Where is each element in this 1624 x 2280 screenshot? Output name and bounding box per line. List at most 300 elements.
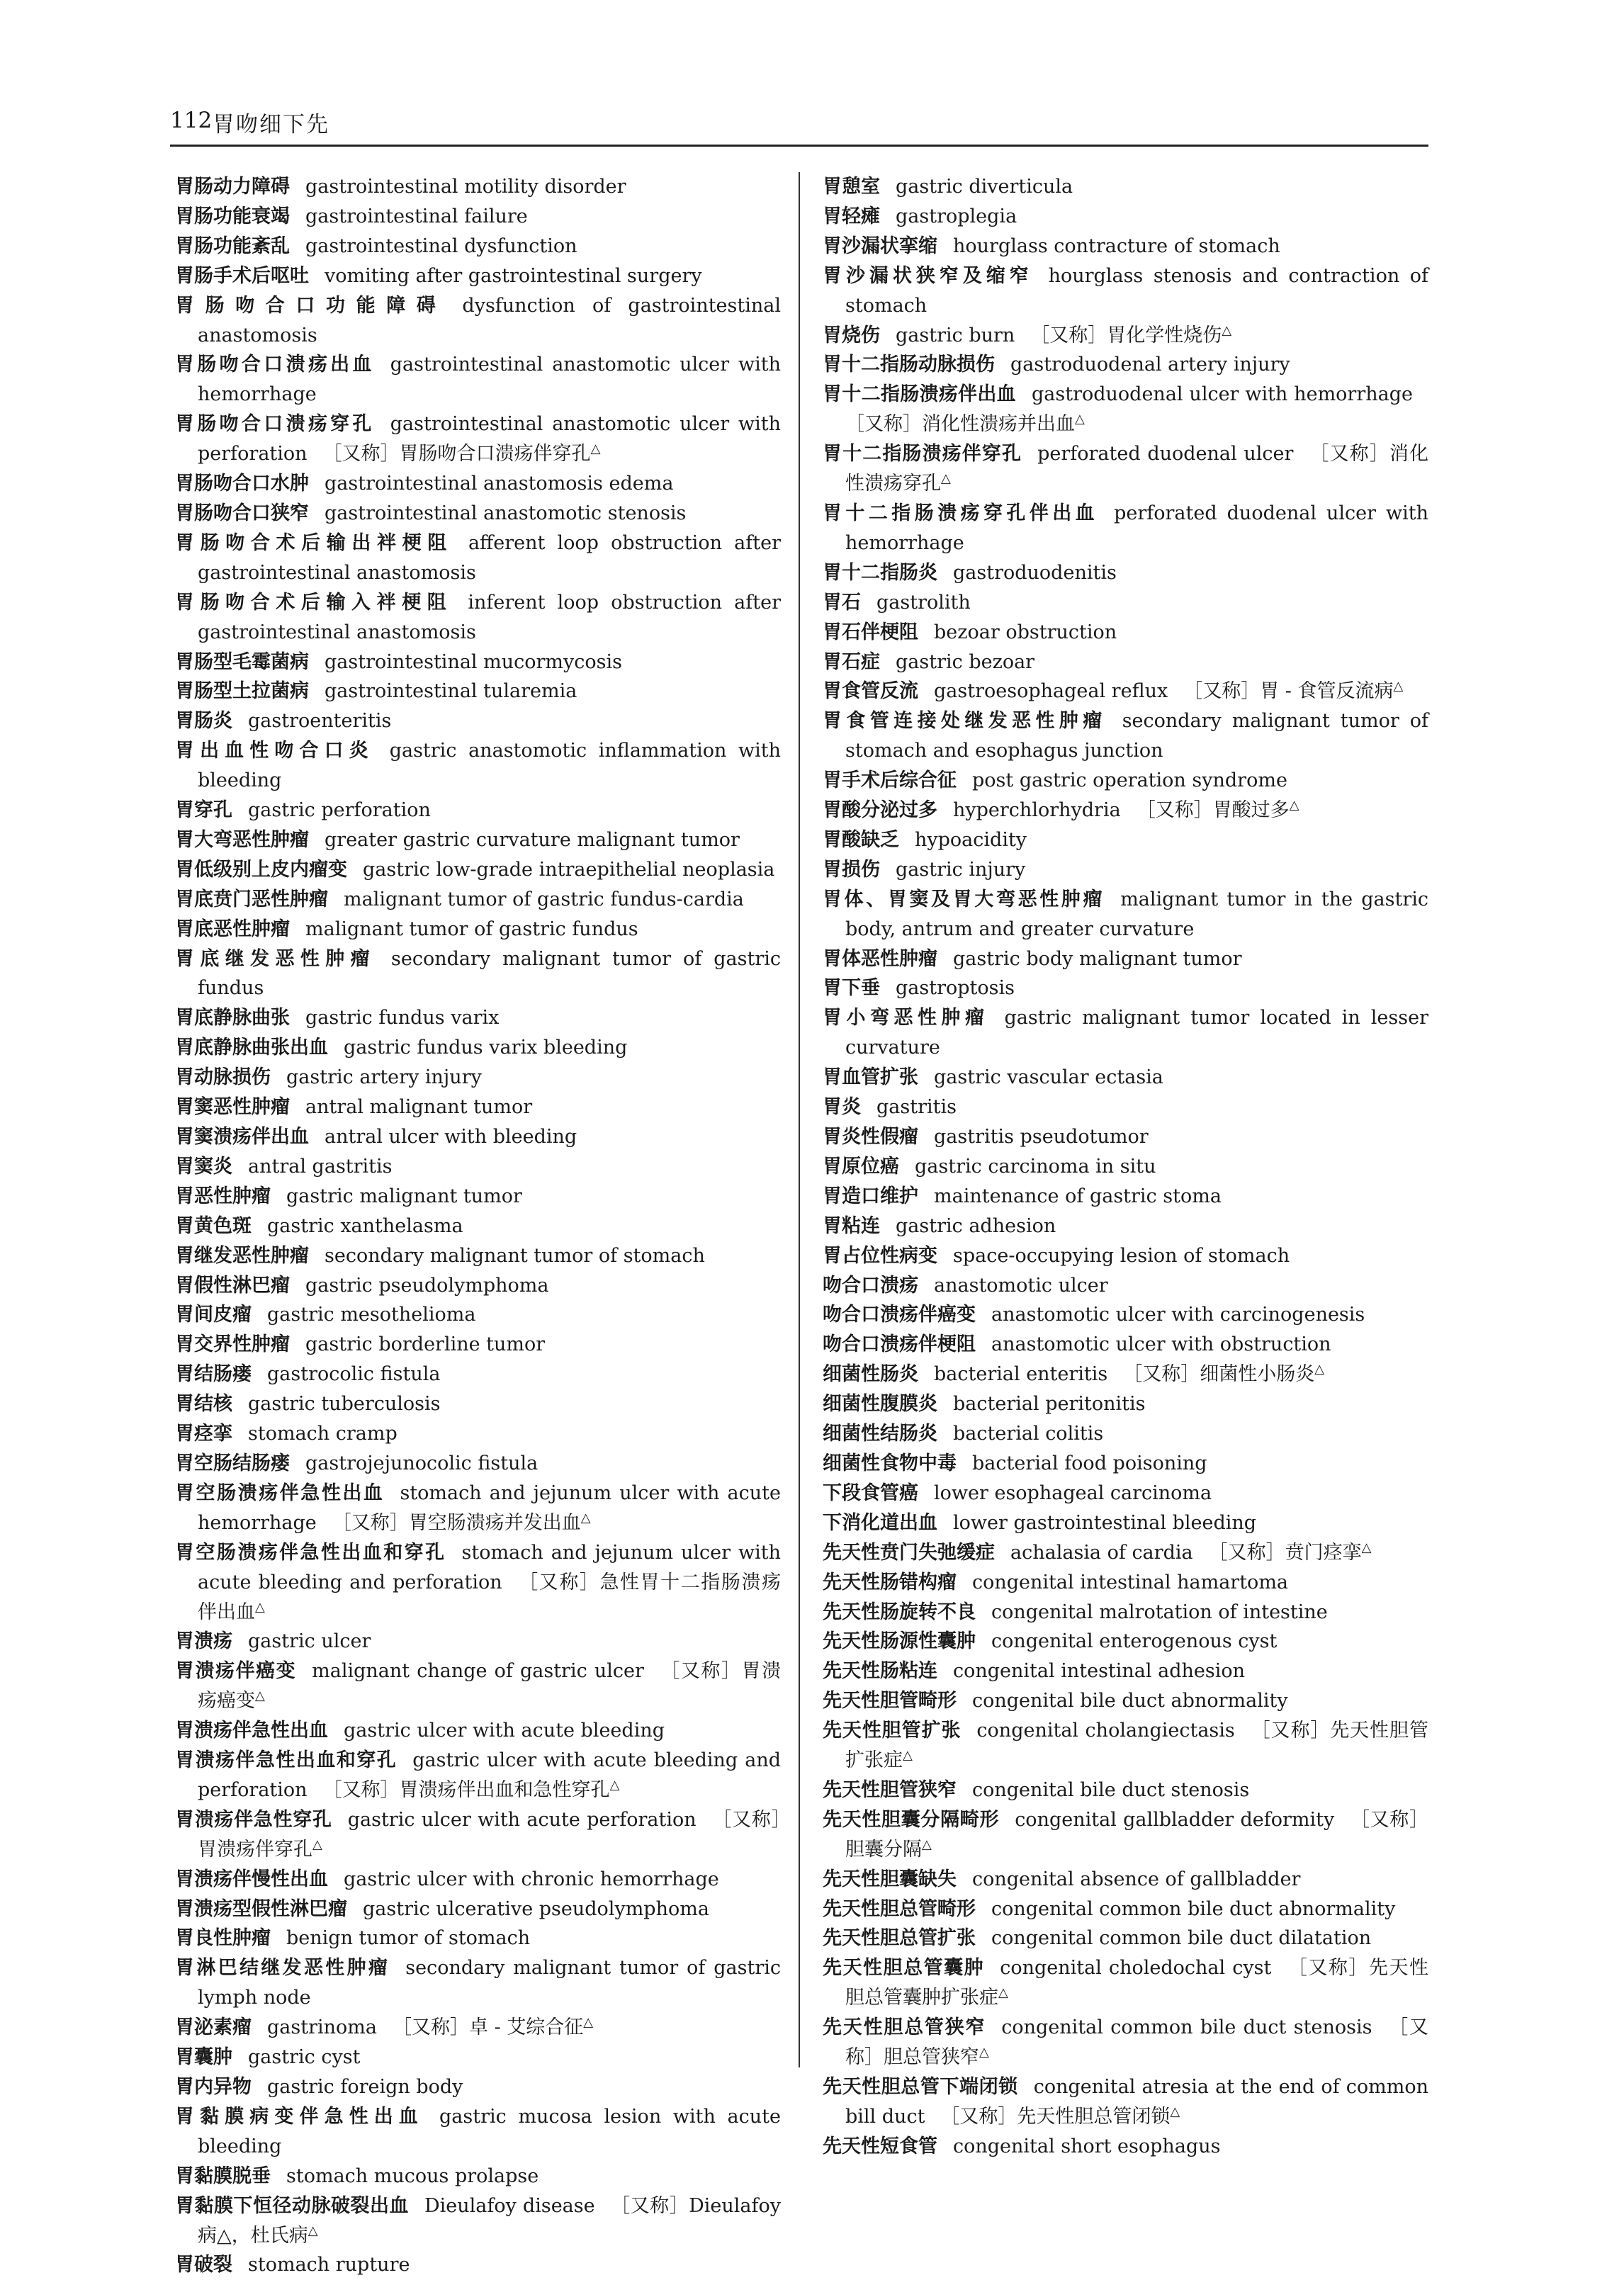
term-english: anastomotic ulcer with carcinogenesis bbox=[991, 1304, 1365, 1326]
term-english: anastomotic ulcer bbox=[934, 1274, 1108, 1297]
term-english: gastric diverticula bbox=[896, 176, 1073, 198]
term-chinese: 胃憩室 bbox=[823, 176, 880, 198]
term-english: gastric mucosa lesion with acute bleeding bbox=[198, 2105, 781, 2157]
term-english: benign tumor of stomach bbox=[286, 1927, 531, 1950]
glossary-entry bbox=[175, 1152, 781, 1182]
term-english: space-occupying lesion of stomach bbox=[953, 1244, 1290, 1267]
glossary-entry bbox=[175, 261, 781, 291]
term-english: malignant tumor in the gastric body, antrum and greater curvature bbox=[845, 888, 1429, 940]
term-english: malignant tumor of gastric fundus-cardia bbox=[344, 888, 744, 910]
term-english: gastric ulcerative pseudolymphoma bbox=[363, 1897, 709, 1920]
term-english: congenital choledochal cyst bbox=[1000, 1957, 1272, 1980]
glossary-entry bbox=[823, 232, 1428, 261]
term-alias: ［又称］细菌性小肠炎 bbox=[1123, 1363, 1315, 1386]
triangle-icon: △ bbox=[979, 2045, 989, 2060]
term-english: bacterial enteritis bbox=[934, 1363, 1108, 1386]
term-english: gastric ulcer with acute bleeding bbox=[344, 1720, 665, 1742]
glossary-entry bbox=[175, 736, 781, 796]
term-chinese: 先天性胆总管下端闭锁 bbox=[823, 2076, 1018, 2098]
term-english: gastroesophageal reflux bbox=[934, 680, 1168, 703]
term-english: greater gastric curvature malignant tumor bbox=[325, 828, 740, 851]
term-english: antral ulcer with bleeding bbox=[325, 1126, 577, 1148]
glossary-entry bbox=[175, 469, 781, 499]
term-chinese: 先天性胆管扩张 bbox=[823, 1720, 962, 1742]
triangle-icon: △ bbox=[1314, 1362, 1325, 1377]
term-english: vomiting after gastrointestinal surgery bbox=[325, 264, 702, 287]
right-column bbox=[823, 172, 1428, 2162]
term-english: gastric fundus varix bleeding bbox=[344, 1037, 628, 1059]
triangle-icon: △ bbox=[255, 1599, 265, 1615]
glossary-entry bbox=[175, 1093, 781, 1122]
term-english: inferent loop obstruction after gastrointestinal anastomosis bbox=[198, 591, 782, 643]
term-english: gastric artery injury bbox=[286, 1066, 482, 1089]
term-english: antral malignant tumor bbox=[305, 1096, 533, 1119]
term-english: congenital cholangiectasis bbox=[976, 1720, 1235, 1742]
glossary-entry bbox=[823, 706, 1428, 766]
term-english: congenital absence of gallbladder bbox=[972, 1868, 1301, 1890]
term-english: gastrointestinal mucormycosis bbox=[325, 650, 623, 673]
glossary-entry bbox=[175, 1360, 781, 1389]
term-chinese: 胃炎 bbox=[823, 1096, 861, 1119]
term-alias: ［又称］消化性溃疡穿孔 bbox=[845, 443, 1429, 495]
term-chinese: 胃底继发恶性肿瘤 bbox=[175, 947, 376, 970]
term-english: gastric adhesion bbox=[896, 1214, 1056, 1237]
term-chinese: 胃肠吻合术后输入袢梗阻 bbox=[175, 591, 453, 614]
glossary-entry bbox=[823, 1776, 1428, 1805]
glossary-entry bbox=[823, 618, 1428, 648]
term-english: gastroptosis bbox=[896, 977, 1015, 1000]
term-english: gastrointestinal failure bbox=[305, 205, 528, 227]
glossary-entry bbox=[823, 439, 1428, 499]
term-english: lower esophageal carcinoma bbox=[934, 1482, 1212, 1504]
glossary-entry bbox=[823, 1538, 1428, 1568]
term-chinese: 胃体恶性肿瘤 bbox=[823, 947, 937, 970]
term-english: gastroduodenitis bbox=[953, 561, 1117, 584]
term-english: gastric ulcer with acute bleeding and perforation bbox=[198, 1749, 782, 1801]
glossary-entry bbox=[823, 944, 1428, 974]
term-english: gastritis pseudotumor bbox=[934, 1126, 1149, 1148]
glossary-entry bbox=[823, 1508, 1428, 1538]
term-english: gastric foreign body bbox=[267, 2076, 463, 2098]
term-alias: ［又称］胃溃疡伴穿孔 bbox=[198, 1808, 781, 1861]
glossary-entry bbox=[823, 973, 1428, 1003]
term-chinese: 先天性胆囊缺失 bbox=[823, 1868, 957, 1890]
term-alias: ［又称］胃化学性烧伤 bbox=[1030, 324, 1222, 346]
term-english: gastrointestinal anastomosis edema bbox=[325, 473, 674, 495]
term-english: perforated duodenal ulcer bbox=[1037, 443, 1294, 465]
term-english: malignant tumor of gastric fundus bbox=[305, 918, 638, 940]
glossary-entry bbox=[823, 1716, 1428, 1776]
term-chinese: 胃肠功能衰竭 bbox=[175, 205, 290, 227]
glossary-entry bbox=[823, 1300, 1428, 1330]
glossary-entry bbox=[175, 410, 781, 469]
glossary-entry bbox=[175, 499, 781, 529]
term-chinese: 吻合口溃疡 bbox=[823, 1274, 918, 1297]
term-chinese: 胃黏膜脱垂 bbox=[175, 2165, 271, 2187]
term-alias: ［又称］消化性溃疡并出血 bbox=[845, 413, 1075, 436]
page-number: 112 bbox=[170, 108, 213, 133]
term-english: gastric xanthelasma bbox=[267, 1214, 463, 1237]
term-chinese: 胃肠手术后呕吐 bbox=[175, 264, 309, 287]
triangle-icon: △ bbox=[1222, 322, 1232, 338]
term-chinese: 下消化道出血 bbox=[823, 1511, 937, 1534]
triangle-icon: △ bbox=[903, 1748, 913, 1763]
term-english: gastritis bbox=[876, 1096, 957, 1119]
term-chinese: 细菌性食物中毒 bbox=[823, 1452, 957, 1474]
glossary-entry bbox=[823, 1805, 1428, 1865]
term-english: hypoacidity bbox=[915, 828, 1027, 851]
term-chinese: 胃溃疡型假性淋巴瘤 bbox=[175, 1897, 347, 1920]
glossary-entry bbox=[175, 1182, 781, 1212]
term-english: gastrolith bbox=[876, 591, 971, 614]
term-english: gastrointestinal dysfunction bbox=[305, 235, 577, 257]
glossary-entry bbox=[823, 677, 1428, 706]
glossary-entry bbox=[823, 1895, 1428, 1924]
glossary-entry bbox=[175, 944, 781, 1004]
term-english: gastric perforation bbox=[248, 799, 431, 822]
glossary-entry bbox=[175, 706, 781, 736]
term-english: achalasia of cardia bbox=[1010, 1541, 1193, 1564]
term-chinese: 细菌性腹膜炎 bbox=[823, 1393, 937, 1416]
term-chinese: 先天性短食管 bbox=[823, 2135, 937, 2157]
glossary-entry bbox=[175, 2013, 781, 2043]
term-chinese: 胃破裂 bbox=[175, 2254, 232, 2276]
triangle-icon: △ bbox=[1393, 679, 1404, 694]
glossary-entry bbox=[175, 648, 781, 677]
glossary-entry bbox=[175, 202, 781, 232]
term-chinese: 下段食管癌 bbox=[823, 1482, 918, 1504]
term-chinese: 胃底贲门恶性肿瘤 bbox=[175, 888, 328, 910]
glossary-entry bbox=[823, 1003, 1428, 1063]
term-english: congenital gallbladder deformity bbox=[1015, 1808, 1335, 1831]
triangle-icon: △ bbox=[580, 1510, 591, 1525]
term-english: congenital bile duct stenosis bbox=[972, 1778, 1250, 1801]
glossary-entry bbox=[823, 766, 1428, 796]
term-english: gastric malignant tumor located in lesser curvature bbox=[845, 1007, 1428, 1059]
glossary-entry bbox=[175, 1271, 781, 1301]
glossary-entry bbox=[175, 1419, 781, 1449]
term-chinese: 胃手术后综合征 bbox=[823, 769, 957, 792]
term-english: gastroduodenal artery injury bbox=[1010, 354, 1290, 376]
triangle-icon: △ bbox=[1075, 412, 1085, 427]
term-english: congenital atresia at the end of common bill duct bbox=[845, 2076, 1429, 2128]
term-chinese: 胃石伴梗阻 bbox=[823, 621, 918, 643]
glossary-entry bbox=[823, 1924, 1428, 1953]
glossary-entry bbox=[175, 2043, 781, 2072]
glossary-entry bbox=[175, 915, 781, 944]
term-english: gastric malignant tumor bbox=[286, 1185, 522, 1207]
glossary-entry bbox=[175, 2162, 781, 2191]
term-chinese: 胃黄色斑 bbox=[175, 1214, 252, 1237]
term-english: gastric carcinoma in situ bbox=[915, 1155, 1156, 1178]
glossary-entry bbox=[823, 1182, 1428, 1212]
glossary-entry bbox=[175, 2072, 781, 2102]
term-english: gastric ulcer with chronic hemorrhage bbox=[344, 1868, 719, 1890]
term-english: maintenance of gastric stoma bbox=[934, 1185, 1222, 1207]
term-chinese: 胃底静脉曲张出血 bbox=[175, 1037, 328, 1059]
term-alias: ［又称］卓 - 艾综合征 bbox=[392, 2016, 584, 2039]
term-chinese: 胃黏膜病变伴急性出血 bbox=[175, 2105, 424, 2128]
term-english: gastric body malignant tumor bbox=[953, 947, 1242, 970]
term-chinese: 胃十二指肠动脉损伤 bbox=[823, 354, 995, 376]
term-chinese: 胃造口维护 bbox=[823, 1185, 918, 1207]
triangle-icon: △ bbox=[308, 2223, 318, 2238]
term-english: bezoar obstruction bbox=[934, 621, 1117, 643]
term-chinese: 胃食管连接处继发恶性肿瘤 bbox=[823, 710, 1107, 733]
term-english: gastrinoma bbox=[267, 2016, 377, 2039]
glossary-entry bbox=[823, 1241, 1428, 1271]
triangle-icon: △ bbox=[609, 1777, 620, 1793]
term-chinese: 胃溃疡伴急性穿孔 bbox=[175, 1808, 332, 1831]
glossary-entry bbox=[823, 499, 1428, 558]
glossary-entry bbox=[823, 380, 1428, 439]
term-english: gastrointestinal anastomotic ulcer with hemorrhage bbox=[198, 354, 782, 406]
term-chinese: 胃肠吻合术后输出袢梗阻 bbox=[175, 531, 453, 554]
term-chinese: 胃轻瘫 bbox=[823, 205, 880, 227]
glossary-entry bbox=[175, 1805, 781, 1865]
term-chinese: 胃十二指肠溃疡伴出血 bbox=[823, 383, 1016, 406]
term-chinese: 胃痉挛 bbox=[175, 1423, 232, 1445]
left-column bbox=[175, 172, 781, 2280]
term-chinese: 先天性胆囊分隔畸形 bbox=[823, 1808, 1000, 1831]
term-english: hourglass stenosis and contraction of stomach bbox=[845, 264, 1428, 317]
glossary-entry bbox=[175, 1627, 781, 1657]
term-chinese: 吻合口溃疡伴癌变 bbox=[823, 1304, 976, 1326]
term-english: gastric low-grade intraepithelial neoplasia bbox=[363, 858, 775, 881]
term-english: gastric injury bbox=[896, 858, 1026, 881]
glossary-entry bbox=[823, 1093, 1428, 1122]
glossary-entry bbox=[175, 529, 781, 588]
term-english: congenital intestinal hamartoma bbox=[972, 1571, 1289, 1593]
term-english: gastrointestinal tularemia bbox=[325, 680, 577, 703]
column-divider bbox=[799, 172, 800, 2067]
term-chinese: 胃原位癌 bbox=[823, 1155, 899, 1178]
term-chinese: 细菌性结肠炎 bbox=[823, 1423, 937, 1445]
term-chinese: 胃溃疡伴癌变 bbox=[175, 1660, 297, 1683]
triangle-icon: △ bbox=[255, 1688, 265, 1704]
glossary-entry bbox=[175, 232, 781, 261]
term-english: congenital intestinal adhesion bbox=[953, 1660, 1246, 1683]
term-chinese: 吻合口溃疡伴梗阻 bbox=[823, 1333, 976, 1356]
term-alias: ［又称］Dieulafoy 病△，杜氏病 bbox=[198, 2194, 781, 2247]
term-chinese: 胃继发恶性肿瘤 bbox=[175, 1244, 309, 1267]
glossary-entry bbox=[823, 825, 1428, 855]
term-chinese: 胃恶性肿瘤 bbox=[175, 1185, 271, 1207]
triangle-icon: △ bbox=[1361, 1540, 1372, 1555]
term-english: gastroenteritis bbox=[248, 710, 392, 733]
term-english: gastric tuberculosis bbox=[248, 1393, 441, 1416]
term-english: malignant change of gastric ulcer bbox=[312, 1660, 644, 1683]
term-chinese: 先天性肠旋转不良 bbox=[823, 1601, 976, 1623]
glossary-entry bbox=[175, 1657, 781, 1716]
term-chinese: 胃肠炎 bbox=[175, 710, 232, 733]
term-alias: ［又称］胃 - 食管反流病 bbox=[1183, 680, 1394, 703]
term-english: bacterial food poisoning bbox=[972, 1452, 1207, 1474]
term-chinese: 胃出血性吻合口炎 bbox=[175, 740, 374, 762]
glossary-entry bbox=[823, 1063, 1428, 1093]
term-english: gastric ulcer with acute perforation bbox=[347, 1808, 697, 1831]
glossary-entry bbox=[823, 1627, 1428, 1657]
term-chinese: 胃十二指肠溃疡伴穿孔 bbox=[823, 443, 1022, 465]
term-chinese: 胃烧伤 bbox=[823, 324, 880, 346]
term-english: gastric cyst bbox=[248, 2046, 361, 2069]
term-chinese: 胃淋巴结继发恶性肿瘤 bbox=[175, 1957, 390, 1980]
term-english: lower gastrointestinal bleeding bbox=[953, 1511, 1257, 1534]
term-chinese: 胃内异物 bbox=[175, 2076, 252, 2098]
term-chinese: 胃肠型毛霉菌病 bbox=[175, 650, 309, 673]
glossary-entry bbox=[823, 321, 1428, 351]
term-chinese: 胃黏膜下恒径动脉破裂出血 bbox=[175, 2194, 409, 2217]
term-chinese: 胃肠动力障碍 bbox=[175, 176, 290, 198]
glossary-entry bbox=[823, 1419, 1428, 1449]
term-chinese: 先天性胆管畸形 bbox=[823, 1690, 957, 1712]
term-chinese: 胃食管反流 bbox=[823, 680, 918, 703]
term-english: gastric burn bbox=[896, 324, 1015, 346]
glossary-entry bbox=[175, 1389, 781, 1419]
glossary-entry bbox=[175, 1865, 781, 1895]
term-chinese: 胃窦炎 bbox=[175, 1155, 232, 1178]
glossary-entry bbox=[823, 1449, 1428, 1479]
term-chinese: 胃石症 bbox=[823, 650, 880, 673]
term-chinese: 先天性胆管狭窄 bbox=[823, 1778, 957, 1801]
glossary-entry bbox=[823, 1953, 1428, 2013]
term-chinese: 胃窦溃疡伴出血 bbox=[175, 1126, 309, 1148]
term-chinese: 胃沙漏状狭窄及缩窄 bbox=[823, 264, 1033, 287]
term-alias: ［又称］急性胃十二指肠溃疡伴出血 bbox=[198, 1571, 781, 1623]
term-english: congenital common bile duct dilatation bbox=[991, 1927, 1372, 1950]
page-header bbox=[170, 103, 1428, 147]
glossary-entry bbox=[823, 885, 1428, 944]
term-english: congenital malrotation of intestine bbox=[991, 1601, 1328, 1623]
glossary-entry bbox=[175, 1716, 781, 1746]
glossary-entry bbox=[823, 558, 1428, 588]
term-alias: ［又称］先天性胆总管闭锁 bbox=[940, 2105, 1171, 2128]
glossary-entry bbox=[823, 261, 1428, 321]
glossary-entry bbox=[175, 855, 781, 885]
term-english: gastric mesothelioma bbox=[267, 1304, 476, 1326]
term-chinese: 胃溃疡伴急性出血和穿孔 bbox=[175, 1749, 397, 1772]
glossary-entry bbox=[823, 588, 1428, 618]
term-english: antral gastritis bbox=[248, 1155, 393, 1178]
glossary-entry bbox=[823, 1865, 1428, 1895]
glossary-entry bbox=[823, 1598, 1428, 1627]
triangle-icon: △ bbox=[998, 1985, 1008, 2001]
term-chinese: 先天性胆总管畸形 bbox=[823, 1897, 976, 1920]
term-chinese: 胃损伤 bbox=[823, 858, 880, 881]
term-english: bacterial peritonitis bbox=[953, 1393, 1146, 1416]
glossary-entry bbox=[175, 1924, 781, 1953]
term-chinese: 先天性肠源性囊肿 bbox=[823, 1630, 976, 1653]
glossary-entry bbox=[175, 1033, 781, 1063]
glossary-entry bbox=[175, 1300, 781, 1330]
term-alias: ［又称］贲门痉挛 bbox=[1208, 1541, 1362, 1564]
glossary-entry bbox=[175, 1449, 781, 1479]
term-alias: ［又称］胃溃疡癌变 bbox=[198, 1660, 782, 1712]
term-english: dysfunction of gastrointestinal anastomosis bbox=[198, 294, 781, 346]
term-english: gastrocolic fistula bbox=[267, 1363, 441, 1386]
glossary-entry bbox=[823, 350, 1428, 380]
term-chinese: 胃交界性肿瘤 bbox=[175, 1333, 290, 1356]
term-chinese: 胃肠型土拉菌病 bbox=[175, 680, 309, 703]
glossary-entry bbox=[823, 1271, 1428, 1301]
term-english: gastroduodenal ulcer with hemorrhage bbox=[1031, 383, 1413, 406]
term-chinese: 胃酸缺乏 bbox=[823, 828, 899, 851]
term-alias: ［又称］胃空肠溃疡并发出血 bbox=[332, 1511, 581, 1534]
glossary-entry bbox=[823, 1389, 1428, 1419]
term-english: hourglass contracture of stomach bbox=[953, 235, 1280, 257]
glossary-entry bbox=[823, 1360, 1428, 1389]
term-english: gastrointestinal anastomotic ulcer with perforation bbox=[198, 413, 782, 465]
term-chinese: 胃假性淋巴瘤 bbox=[175, 1274, 290, 1297]
glossary-entry bbox=[175, 588, 781, 648]
term-english: congenital bile duct abnormality bbox=[972, 1690, 1288, 1712]
term-chinese: 细菌性肠炎 bbox=[823, 1363, 918, 1386]
term-english: post gastric operation syndrome bbox=[972, 769, 1287, 792]
term-chinese: 先天性胆总管狭窄 bbox=[823, 2016, 986, 2039]
glossary-entry bbox=[823, 2132, 1428, 2162]
glossary-entry bbox=[175, 1122, 781, 1152]
triangle-icon: △ bbox=[590, 441, 601, 457]
term-english: secondary malignant tumor of stomach bbox=[325, 1244, 705, 1267]
term-english: gastrointestinal anastomotic stenosis bbox=[325, 502, 687, 524]
term-english: gastrointestinal motility disorder bbox=[305, 176, 626, 198]
glossary-entry bbox=[823, 1330, 1428, 1360]
term-english: gastric bezoar bbox=[896, 650, 1035, 673]
term-chinese: 胃泌素瘤 bbox=[175, 2016, 252, 2039]
glossary-entry bbox=[175, 1953, 781, 2013]
glossary-entry bbox=[175, 1746, 781, 1805]
term-chinese: 胃肠吻合口水肿 bbox=[175, 473, 309, 495]
term-chinese: 胃间皮瘤 bbox=[175, 1304, 252, 1326]
glossary-entry bbox=[175, 825, 781, 855]
term-english: bacterial colitis bbox=[953, 1423, 1104, 1445]
term-english: gastric ulcer bbox=[248, 1630, 371, 1653]
term-english: anastomotic ulcer with obstruction bbox=[991, 1333, 1331, 1356]
term-chinese: 胃空肠溃疡伴急性出血 bbox=[175, 1482, 385, 1504]
term-chinese: 胃粘连 bbox=[823, 1214, 880, 1237]
term-alias: ［又称］先天性胆管扩张症 bbox=[845, 1720, 1429, 1772]
term-alias: ［又称］胃溃疡伴出血和急性穿孔 bbox=[322, 1778, 610, 1801]
glossary-entry bbox=[823, 202, 1428, 232]
term-chinese: 胃沙漏状挛缩 bbox=[823, 235, 937, 257]
glossary-entry bbox=[823, 1657, 1428, 1686]
term-english: congenital enterogenous cyst bbox=[991, 1630, 1278, 1653]
glossary-entry bbox=[175, 1003, 781, 1033]
term-english: gastric fundus varix bbox=[305, 1007, 500, 1029]
triangle-icon: △ bbox=[1170, 2104, 1180, 2119]
glossary-entry bbox=[823, 1152, 1428, 1182]
term-chinese: 胃下垂 bbox=[823, 977, 880, 1000]
term-english: Dieulafoy disease bbox=[424, 2194, 595, 2217]
term-english: congenital short esophagus bbox=[953, 2135, 1221, 2157]
glossary-entry bbox=[823, 796, 1428, 825]
term-chinese: 胃良性肿瘤 bbox=[175, 1927, 271, 1950]
term-english: stomach rupture bbox=[248, 2254, 410, 2276]
glossary-entry bbox=[823, 2013, 1428, 2072]
term-english: gastric vascular ectasia bbox=[934, 1066, 1163, 1089]
glossary-entry bbox=[823, 2072, 1428, 2132]
glossary-entry bbox=[175, 1330, 781, 1360]
term-english: congenital common bile duct abnormality bbox=[991, 1897, 1396, 1920]
glossary-entry bbox=[175, 1212, 781, 1241]
term-english: stomach mucous prolapse bbox=[286, 2165, 539, 2187]
term-english: secondary malignant tumor of gastric lymph node bbox=[198, 1957, 781, 2009]
term-english: gastrojejunocolic fistula bbox=[305, 1452, 538, 1474]
term-chinese: 胃囊肿 bbox=[175, 2046, 232, 2069]
glossary-entry bbox=[175, 796, 781, 825]
term-chinese: 胃动脉损伤 bbox=[175, 1066, 271, 1089]
term-chinese: 胃空肠溃疡伴急性出血和穿孔 bbox=[175, 1541, 446, 1564]
